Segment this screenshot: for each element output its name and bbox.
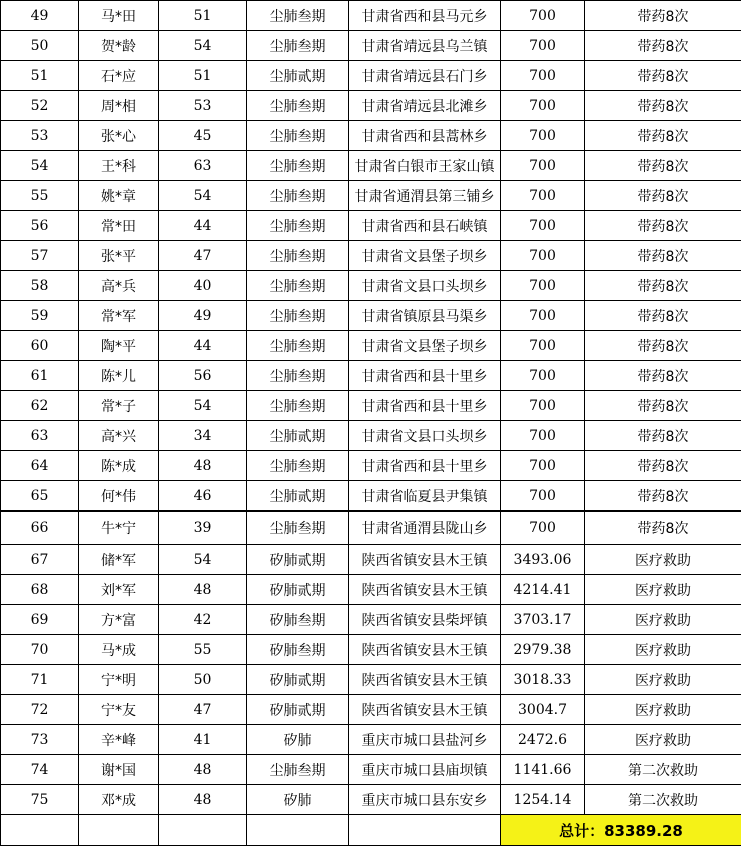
empty-cell: [247, 815, 349, 846]
cell-number: 69: [1, 605, 79, 635]
cell-number: 65: [1, 481, 79, 512]
cell-address: 陕西省镇安县木王镇: [349, 575, 501, 605]
empty-cell: [1, 815, 79, 846]
cell-number: 50: [1, 31, 79, 61]
cell-amount: 700: [501, 451, 585, 481]
cell-aid-type: 医疗救助: [585, 575, 741, 605]
cell-amount: 1254.14: [501, 785, 585, 815]
cell-age: 40: [159, 271, 247, 301]
cell-address: 甘肃省白银市王家山镇: [349, 151, 501, 181]
table-row: [1, 91, 741, 121]
cell-address: 甘肃省西和县马元乡: [349, 1, 501, 31]
cell-amount: 700: [501, 151, 585, 181]
cell-address: 甘肃省文县口头坝乡: [349, 421, 501, 451]
cell-aid-type: 第二次救助: [585, 785, 741, 815]
cell-name: 张*平: [79, 241, 159, 271]
cell-diagnosis: 矽肺贰期: [247, 665, 349, 695]
cell-aid-type: 带药8次: [585, 331, 741, 361]
cell-number: 60: [1, 331, 79, 361]
cell-name: 马*成: [79, 635, 159, 665]
cell-amount: 3004.7: [501, 695, 585, 725]
cell-number: 52: [1, 91, 79, 121]
cell-aid-type: 带药8次: [585, 91, 741, 121]
cell-amount: 3018.33: [501, 665, 585, 695]
cell-name: 陈*儿: [79, 361, 159, 391]
cell-address: 甘肃省通渭县陇山乡: [349, 511, 501, 545]
cell-age: 39: [159, 511, 247, 545]
cell-age: 53: [159, 91, 247, 121]
cell-diagnosis: 尘肺叁期: [247, 121, 349, 151]
cell-aid-type: 第二次救助: [585, 755, 741, 785]
cell-number: 58: [1, 271, 79, 301]
cell-number: 51: [1, 61, 79, 91]
cell-aid-type: 医疗救助: [585, 665, 741, 695]
cell-address: 重庆市城口县盐河乡: [349, 725, 501, 755]
cell-name: 谢*国: [79, 755, 159, 785]
cell-address: 甘肃省文县堡子坝乡: [349, 331, 501, 361]
cell-diagnosis: 尘肺叁期: [247, 31, 349, 61]
cell-name: 常*子: [79, 391, 159, 421]
cell-number: 73: [1, 725, 79, 755]
cell-diagnosis: 矽肺叁期: [247, 635, 349, 665]
cell-aid-type: 带药8次: [585, 391, 741, 421]
cell-address: 陕西省镇安县木王镇: [349, 635, 501, 665]
cell-age: 51: [159, 1, 247, 31]
table-body: [1, 1, 741, 815]
table-row: [1, 695, 741, 725]
cell-amount: 700: [501, 511, 585, 545]
cell-age: 45: [159, 121, 247, 151]
cell-aid-type: 带药8次: [585, 361, 741, 391]
cell-age: 56: [159, 361, 247, 391]
cell-aid-type: 带药8次: [585, 301, 741, 331]
cell-aid-type: 带药8次: [585, 211, 741, 241]
cell-address: 陕西省镇安县木王镇: [349, 695, 501, 725]
cell-amount: 2979.38: [501, 635, 585, 665]
cell-age: 50: [159, 665, 247, 695]
table-row: [1, 725, 741, 755]
cell-diagnosis: 尘肺叁期: [247, 301, 349, 331]
cell-amount: 700: [501, 271, 585, 301]
table-row: [1, 331, 741, 361]
cell-number: 70: [1, 635, 79, 665]
cell-age: 54: [159, 31, 247, 61]
cell-address: 甘肃省文县堡子坝乡: [349, 241, 501, 271]
cell-address: 陕西省镇安县木王镇: [349, 665, 501, 695]
cell-diagnosis: 尘肺叁期: [247, 1, 349, 31]
cell-amount: 700: [501, 301, 585, 331]
cell-name: 邓*成: [79, 785, 159, 815]
cell-age: 44: [159, 211, 247, 241]
cell-amount: 700: [501, 331, 585, 361]
cell-diagnosis: 尘肺叁期: [247, 361, 349, 391]
table-row: [1, 361, 741, 391]
cell-name: 王*科: [79, 151, 159, 181]
cell-name: 刘*军: [79, 575, 159, 605]
cell-age: 55: [159, 635, 247, 665]
cell-age: 42: [159, 605, 247, 635]
table-row: [1, 181, 741, 211]
cell-age: 51: [159, 61, 247, 91]
cell-age: 44: [159, 331, 247, 361]
cell-name: 常*军: [79, 301, 159, 331]
cell-diagnosis: 尘肺叁期: [247, 271, 349, 301]
cell-aid-type: 带药8次: [585, 481, 741, 512]
cell-diagnosis: 尘肺叁期: [247, 511, 349, 545]
table-row: [1, 575, 741, 605]
table-row: [1, 1, 741, 31]
cell-address: 甘肃省文县口头坝乡: [349, 271, 501, 301]
cell-amount: 700: [501, 121, 585, 151]
cell-name: 周*相: [79, 91, 159, 121]
table-row: [1, 61, 741, 91]
cell-diagnosis: 矽肺贰期: [247, 545, 349, 575]
cell-address: 甘肃省靖远县乌兰镇: [349, 31, 501, 61]
cell-amount: 3493.06: [501, 545, 585, 575]
cell-age: 47: [159, 695, 247, 725]
cell-number: 54: [1, 151, 79, 181]
table-row: [1, 211, 741, 241]
cell-aid-type: 带药8次: [585, 151, 741, 181]
cell-number: 75: [1, 785, 79, 815]
cell-age: 48: [159, 785, 247, 815]
cell-age: 54: [159, 181, 247, 211]
cell-aid-type: 带药8次: [585, 61, 741, 91]
cell-aid-type: 医疗救助: [585, 725, 741, 755]
cell-diagnosis: 尘肺贰期: [247, 61, 349, 91]
cell-number: 56: [1, 211, 79, 241]
cell-number: 57: [1, 241, 79, 271]
cell-name: 常*田: [79, 211, 159, 241]
cell-number: 61: [1, 361, 79, 391]
cell-name: 石*应: [79, 61, 159, 91]
cell-age: 48: [159, 451, 247, 481]
cell-name: 高*兴: [79, 421, 159, 451]
cell-aid-type: 带药8次: [585, 181, 741, 211]
cell-age: 54: [159, 391, 247, 421]
cell-name: 储*军: [79, 545, 159, 575]
table-row: [1, 785, 741, 815]
table-row: [1, 151, 741, 181]
cell-age: 34: [159, 421, 247, 451]
cell-age: 48: [159, 575, 247, 605]
cell-address: 陕西省镇安县木王镇: [349, 545, 501, 575]
cell-diagnosis: 尘肺叁期: [247, 391, 349, 421]
cell-amount: 4214.41: [501, 575, 585, 605]
table-row: [1, 391, 741, 421]
cell-age: 46: [159, 481, 247, 512]
cell-name: 辛*峰: [79, 725, 159, 755]
grand-total: 总计：83389.28: [501, 815, 741, 846]
cell-amount: 700: [501, 481, 585, 512]
cell-address: 陕西省镇安县柴坪镇: [349, 605, 501, 635]
cell-address: 甘肃省西和县十里乡: [349, 361, 501, 391]
cell-number: 66: [1, 511, 79, 545]
cell-aid-type: 带药8次: [585, 511, 741, 545]
table-row: [1, 545, 741, 575]
cell-aid-type: 带药8次: [585, 271, 741, 301]
cell-age: 54: [159, 545, 247, 575]
cell-address: 甘肃省西和县十里乡: [349, 391, 501, 421]
cell-diagnosis: 尘肺叁期: [247, 241, 349, 271]
table-row: [1, 481, 741, 512]
cell-aid-type: 医疗救助: [585, 605, 741, 635]
cell-amount: 3703.17: [501, 605, 585, 635]
cell-diagnosis: 尘肺叁期: [247, 181, 349, 211]
table-row: [1, 301, 741, 331]
cell-age: 47: [159, 241, 247, 271]
cell-diagnosis: 尘肺叁期: [247, 331, 349, 361]
total-row: [1, 815, 741, 846]
cell-amount: 700: [501, 1, 585, 31]
cell-name: 牛*宁: [79, 511, 159, 545]
cell-diagnosis: 尘肺叁期: [247, 755, 349, 785]
cell-age: 63: [159, 151, 247, 181]
table-row: [1, 755, 741, 785]
cell-age: 49: [159, 301, 247, 331]
empty-cell: [79, 815, 159, 846]
empty-cell: [349, 815, 501, 846]
cell-amount: 700: [501, 211, 585, 241]
cell-name: 何*伟: [79, 481, 159, 512]
cell-diagnosis: 尘肺叁期: [247, 211, 349, 241]
cell-diagnosis: 尘肺贰期: [247, 481, 349, 512]
cell-amount: 700: [501, 391, 585, 421]
table-row: [1, 665, 741, 695]
cell-diagnosis: 矽肺贰期: [247, 695, 349, 725]
cell-address: 甘肃省西和县十里乡: [349, 451, 501, 481]
cell-diagnosis: 矽肺贰期: [247, 575, 349, 605]
cell-amount: 700: [501, 421, 585, 451]
cell-name: 宁*明: [79, 665, 159, 695]
cell-name: 姚*章: [79, 181, 159, 211]
cell-aid-type: 带药8次: [585, 241, 741, 271]
cell-name: 高*兵: [79, 271, 159, 301]
cell-address: 甘肃省西和县石峡镇: [349, 211, 501, 241]
table-row: [1, 451, 741, 481]
cell-diagnosis: 矽肺: [247, 785, 349, 815]
table-row: [1, 31, 741, 61]
cell-address: 甘肃省靖远县石门乡: [349, 61, 501, 91]
cell-amount: 700: [501, 91, 585, 121]
cell-address: 重庆市城口县东安乡: [349, 785, 501, 815]
cell-name: 陶*平: [79, 331, 159, 361]
cell-name: 方*富: [79, 605, 159, 635]
table-row: [1, 511, 741, 545]
cell-amount: 1141.66: [501, 755, 585, 785]
cell-age: 48: [159, 755, 247, 785]
cell-number: 68: [1, 575, 79, 605]
cell-number: 74: [1, 755, 79, 785]
cell-name: 张*心: [79, 121, 159, 151]
cell-number: 72: [1, 695, 79, 725]
cell-number: 55: [1, 181, 79, 211]
cell-address: 甘肃省镇原县马渠乡: [349, 301, 501, 331]
cell-name: 马*田: [79, 1, 159, 31]
table-row: [1, 271, 741, 301]
table-row: [1, 121, 741, 151]
cell-amount: 700: [501, 31, 585, 61]
cell-amount: 700: [501, 181, 585, 211]
table-row: [1, 241, 741, 271]
cell-number: 63: [1, 421, 79, 451]
cell-address: 甘肃省西和县蒿林乡: [349, 121, 501, 151]
cell-amount: 2472.6: [501, 725, 585, 755]
cell-aid-type: 带药8次: [585, 1, 741, 31]
cell-number: 59: [1, 301, 79, 331]
table-row: [1, 421, 741, 451]
cell-amount: 700: [501, 61, 585, 91]
cell-number: 67: [1, 545, 79, 575]
cell-address: 甘肃省临夏县尹集镇: [349, 481, 501, 512]
cell-diagnosis: 尘肺叁期: [247, 451, 349, 481]
empty-cell: [159, 815, 247, 846]
cell-amount: 700: [501, 361, 585, 391]
cell-aid-type: 医疗救助: [585, 545, 741, 575]
cell-diagnosis: 尘肺叁期: [247, 91, 349, 121]
cell-name: 贺*龄: [79, 31, 159, 61]
table-row: [1, 635, 741, 665]
cell-address: 甘肃省通渭县第三铺乡: [349, 181, 501, 211]
cell-number: 53: [1, 121, 79, 151]
table-row: [1, 605, 741, 635]
cell-name: 宁*友: [79, 695, 159, 725]
cell-aid-type: 带药8次: [585, 451, 741, 481]
cell-address: 甘肃省靖远县北滩乡: [349, 91, 501, 121]
cell-aid-type: 带药8次: [585, 421, 741, 451]
cell-name: 陈*成: [79, 451, 159, 481]
cell-age: 41: [159, 725, 247, 755]
cell-aid-type: 带药8次: [585, 31, 741, 61]
cell-aid-type: 医疗救助: [585, 635, 741, 665]
cell-number: 62: [1, 391, 79, 421]
cell-diagnosis: 尘肺叁期: [247, 151, 349, 181]
cell-number: 71: [1, 665, 79, 695]
cell-diagnosis: 矽肺叁期: [247, 605, 349, 635]
cell-amount: 700: [501, 241, 585, 271]
cell-diagnosis: 尘肺贰期: [247, 421, 349, 451]
cell-aid-type: 医疗救助: [585, 695, 741, 725]
cell-number: 49: [1, 1, 79, 31]
cell-number: 64: [1, 451, 79, 481]
cell-aid-type: 带药8次: [585, 121, 741, 151]
cell-address: 重庆市城口县庙坝镇: [349, 755, 501, 785]
cell-diagnosis: 矽肺: [247, 725, 349, 755]
